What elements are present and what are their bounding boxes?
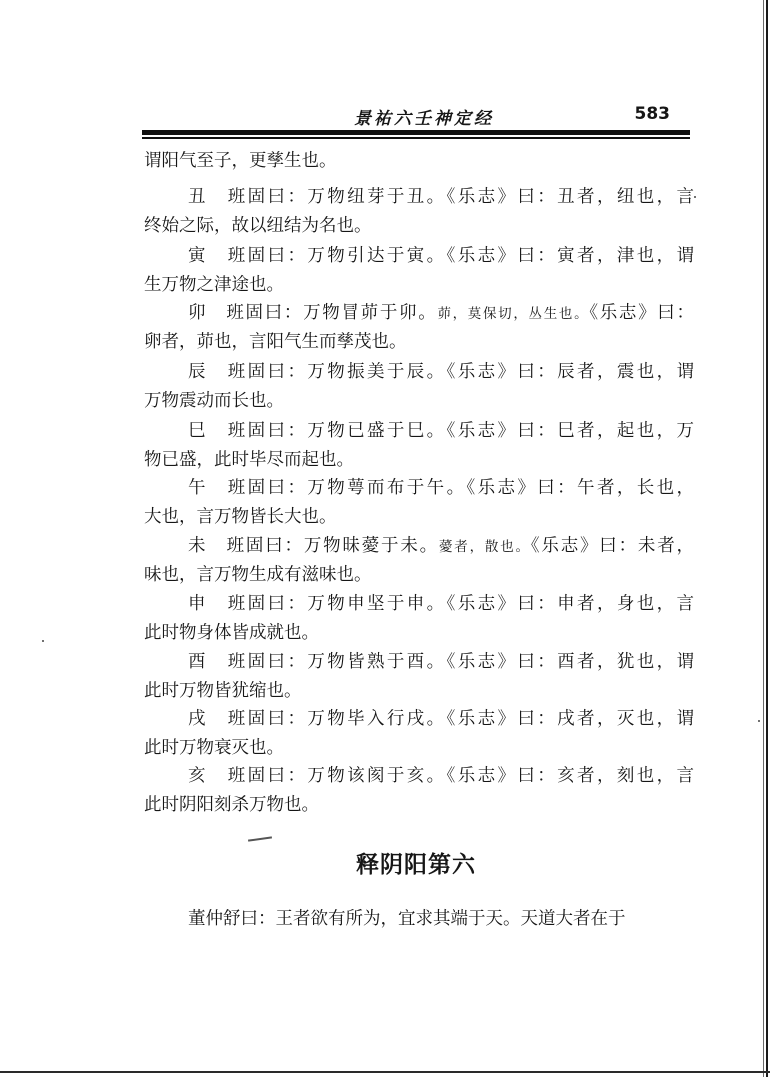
section-title: 释阴阳第六 (356, 852, 476, 878)
text-line: 万物震动而长也。 (144, 391, 284, 411)
text-line: 辰 班固曰：万物振美于辰。《乐志》曰：辰者，震也，谓 (188, 362, 694, 382)
text-line: 大也，言万物皆长大也。 (144, 507, 337, 527)
closing-text-line: 董仲舒曰：王者欲有所为，宜求其端于天。天道大者在于 (188, 909, 626, 929)
text-line: 巳 班固曰：万物已盛于巳。《乐志》曰：巳者，起也，万 (188, 421, 694, 441)
text-line-with-note (188, 302, 694, 325)
text-line: 此时阴阳刻杀万物也。 (144, 795, 319, 815)
text-line: 午 班固曰：万物萼而布于午。《乐志》曰：午者，长也， (188, 478, 694, 498)
text-line: 卵者，茆也，言阳气生而孳茂也。 (144, 332, 407, 352)
text-line: 物已盛，此时毕尽而起也。 (144, 450, 354, 470)
text-line: 味也，言万物生成有滋味也。 (144, 565, 372, 585)
header-rule-thin (142, 137, 690, 139)
inline-note: 薆者，散也。 (438, 539, 531, 555)
text-line: 谓阳气至子，更孳生也。 (144, 151, 337, 171)
text-line: 戌 班固曰：万物毕入行戌。《乐志》曰：戌者，灭也，谓 (188, 709, 694, 729)
scan-speck (42, 640, 44, 642)
text-run: 未 班固曰：万物昧薆于未。 (188, 536, 439, 556)
text-line: 此时万物皆犹缩也。 (144, 681, 302, 701)
text-line: 寅 班固曰：万物引达于寅。《乐志》曰：寅者，津也，谓 (188, 246, 694, 266)
text-line: 酉 班固曰：万物皆熟于酉。《乐志》曰：酉者，犹也，谓 (188, 652, 694, 672)
scan-mark (248, 836, 272, 841)
text-line: 丑 班固曰：万物纽芽于丑。《乐志》曰：丑者，纽也，言 (188, 187, 694, 207)
scan-speck (694, 196, 696, 198)
running-header-title: 景祐六壬神定经 (354, 109, 494, 129)
inline-note: 茆，莫保切，丛生也。 (437, 306, 590, 322)
text-line: 生万物之津途也。 (144, 275, 284, 295)
text-line: 此时物身体皆成就也。 (144, 623, 319, 643)
text-line: 终始之际，故以纽结为名也。 (144, 216, 372, 236)
header-rule-thick (142, 130, 690, 135)
page-edge-bottom (0, 1071, 770, 1073)
page-edge-right-shadow (763, 0, 764, 1077)
text-run: 卯 班固曰：万物冒茆于卯。 (188, 303, 438, 323)
text-run: 《乐志》曰： (589, 303, 694, 323)
page-number: 583 (634, 104, 670, 124)
running-header (142, 104, 690, 130)
text-line: 亥 班固曰：万物该阂于亥。《乐志》曰：亥者，刻也，言 (188, 766, 694, 786)
text-run: 《乐志》曰：未者， (530, 536, 695, 556)
text-line-with-note (188, 535, 694, 558)
text-line: 申 班固曰：万物申坚于申。《乐志》曰：申者，身也，言 (188, 594, 694, 614)
scan-speck (758, 720, 760, 722)
page-edge-right (766, 0, 768, 1077)
text-line: 此时万物衰灭也。 (144, 738, 284, 758)
